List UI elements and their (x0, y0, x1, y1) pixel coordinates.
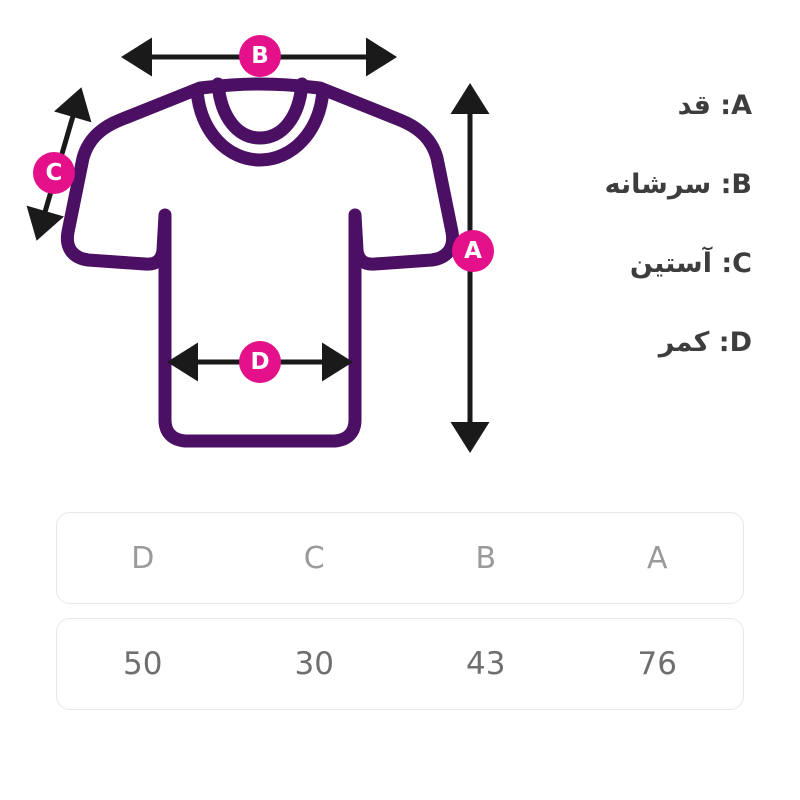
size-table (56, 512, 744, 710)
table-cell-c: 30 (294, 646, 334, 682)
table-header-row (56, 512, 744, 604)
marker-b: B (239, 35, 281, 77)
table-row (56, 618, 744, 710)
marker-a: A (452, 230, 494, 272)
legend-item-d: D: کمر (658, 327, 752, 358)
table-cell-d: 50 (123, 646, 163, 682)
legend-item-a: A: قد (677, 90, 752, 121)
table-header-b: B (475, 540, 497, 576)
table-header-d: D (131, 540, 155, 576)
table-cell-b: 43 (466, 646, 506, 682)
legend-item-b: B: سرشانه (604, 169, 752, 200)
legend-item-c: C: آستین (629, 248, 752, 279)
table-header-c: C (303, 540, 325, 576)
table-cell-a: 76 (637, 646, 677, 682)
measurement-legend (432, 92, 752, 408)
table-header-a: A (646, 540, 668, 576)
marker-d: D (239, 341, 281, 383)
marker-c: C (33, 152, 75, 194)
